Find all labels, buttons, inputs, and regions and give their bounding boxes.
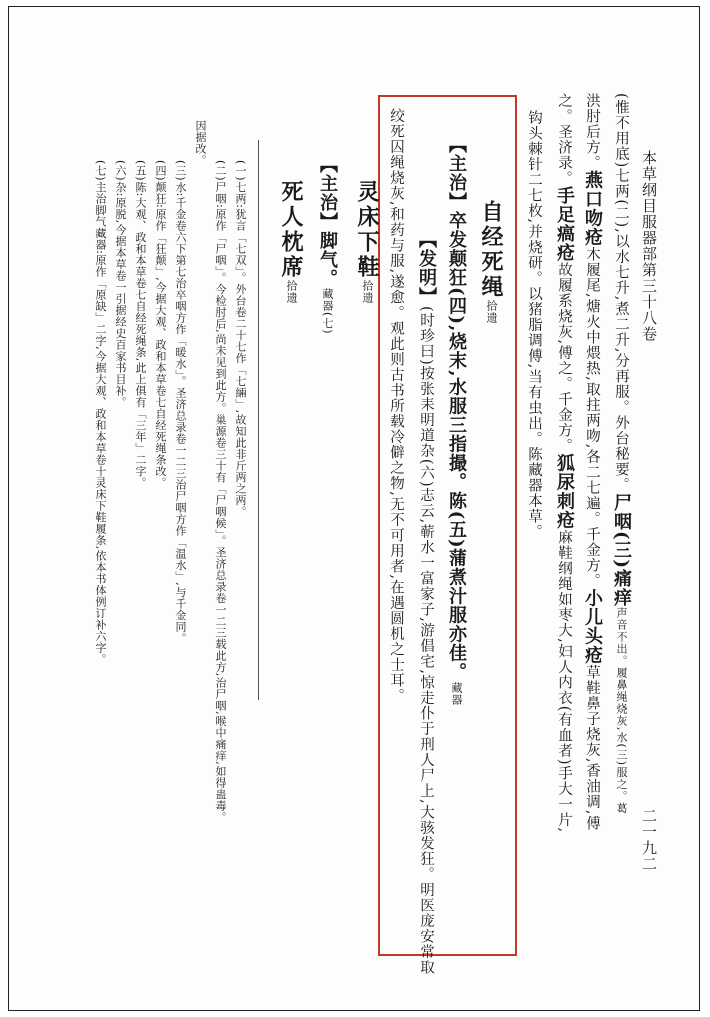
text-segment: 洪肘后方。 xyxy=(584,93,600,171)
text-segment: 藏器(七) xyxy=(321,288,334,335)
text-segment: 拾遗 xyxy=(361,280,374,304)
text-segment: 【主治】卒发颠狂(四),烧末,水服三指撮。陈(五)蒲煮汁服亦佳。 xyxy=(446,135,467,682)
text-segment: 燕口吻疮 xyxy=(582,170,603,247)
text-segment: 死人枕席 xyxy=(278,180,304,280)
text-segment: 钩头棘针二七枚,并烧研。以猪脂调傅,当有虫出。陈藏器本草。 xyxy=(526,110,542,540)
text-segment: 狐尿刺疮 xyxy=(554,453,575,530)
text-segment: (一)七两:犹言「七双」。外台卷二十七作「七緉」,故知此非斤两之两。 xyxy=(234,160,247,518)
text-segment: 之。圣济录。 xyxy=(556,93,572,186)
text-column xyxy=(232,160,248,517)
text-segment: (七)主治脚气藏器:原作「原缺」二字,今据大观、政和本草卷十灵床下鞋履条,依本书体例订补六字。 xyxy=(94,160,107,665)
text-column xyxy=(112,160,128,408)
text-column xyxy=(583,93,601,831)
footnote-divider xyxy=(258,140,259,700)
text-segment: (惟不用底)七两(二),以水七升,煮二升,分再服。外台秘要。 xyxy=(613,93,629,493)
page-header-title: 本草纲目服器部第三十八卷 xyxy=(640,150,658,342)
text-segment: 尸咽(三)痛痒 xyxy=(611,492,632,608)
text-segment: 声音不出。履鼻绳烧灰,水(三)服之。葛 xyxy=(615,607,628,815)
text-segment: (五)陈:大观、政和本草卷七自经死绳条,此上俱有「三年」二字。 xyxy=(134,160,147,489)
text-segment: (四)颠狂:原作「狂颠」,今据大观、政和本草卷七自经死绳条改。 xyxy=(154,160,167,489)
text-segment: 【主治】脚气。 xyxy=(317,155,338,288)
page-number: 二一九二 xyxy=(640,808,658,872)
text-column xyxy=(447,135,465,706)
text-segment: 灵床下鞋 xyxy=(354,180,380,280)
text-segment: 故履系烧灰,傅之。千金方。 xyxy=(556,262,572,454)
text-segment: (二)尸咽:原作「尸咽」。今检肘后,尚未见到此方。巢源卷三十有「尸咽候」。圣济总录卷一二三载此方,治尸咽,喉中痛痒,如得蛊毒。 xyxy=(214,160,227,823)
text-segment: 【发明】 xyxy=(416,230,437,306)
text-column xyxy=(388,108,404,704)
text-segment: 拾遗 xyxy=(485,300,498,324)
text-segment: (三)水:千金卷六下第七治卒咽方作「暖水」。圣济总录卷一二三治尸咽方作「温水」,与千金同。 xyxy=(174,160,187,644)
text-column xyxy=(212,160,228,823)
text-column xyxy=(172,160,188,644)
text-column xyxy=(280,180,302,304)
text-segment: 自经死绳 xyxy=(478,200,504,300)
text-segment: 因据改。 xyxy=(194,120,207,166)
text-segment: 拾遗 xyxy=(285,280,298,304)
text-segment: (六)杂:原脱,今据本草卷一引据经史百家书目补。 xyxy=(114,160,127,408)
text-column xyxy=(480,200,502,324)
text-column xyxy=(132,160,148,488)
text-column xyxy=(356,180,378,304)
text-segment: 木履尾,煻火中煨热,取拄两吻,各二七遍。千金方。 xyxy=(584,246,600,589)
text-column xyxy=(417,230,435,975)
text-column xyxy=(92,160,108,665)
text-column xyxy=(612,93,630,814)
text-column xyxy=(318,155,336,335)
text-segment: 藏器 xyxy=(450,681,463,706)
text-segment: 麻鞋纲绳如枣大,妇人内衣(有血者)手大一片, xyxy=(556,529,572,834)
text-segment: 手足瘑疮 xyxy=(554,186,575,262)
text-column xyxy=(192,120,208,166)
text-segment: (时珍曰)按张耒明道杂(六)志云,蕲水一富家子,游倡宅,惊走仆于刑人尸上,大骇发狂。明医庞安常取 xyxy=(418,306,434,976)
text-segment: 小儿头疮 xyxy=(582,588,603,665)
text-column xyxy=(555,93,573,833)
text-segment: 草鞋鼻子烧灰,香油调,傅 xyxy=(584,664,600,832)
text-column xyxy=(152,160,168,488)
text-column xyxy=(526,110,542,540)
text-segment: 绞死囚绳烧灰,和药与服,遂愈。观此则古书所载冷僻之物,无不可用者,在遇圆机之士耳。 xyxy=(388,108,404,704)
